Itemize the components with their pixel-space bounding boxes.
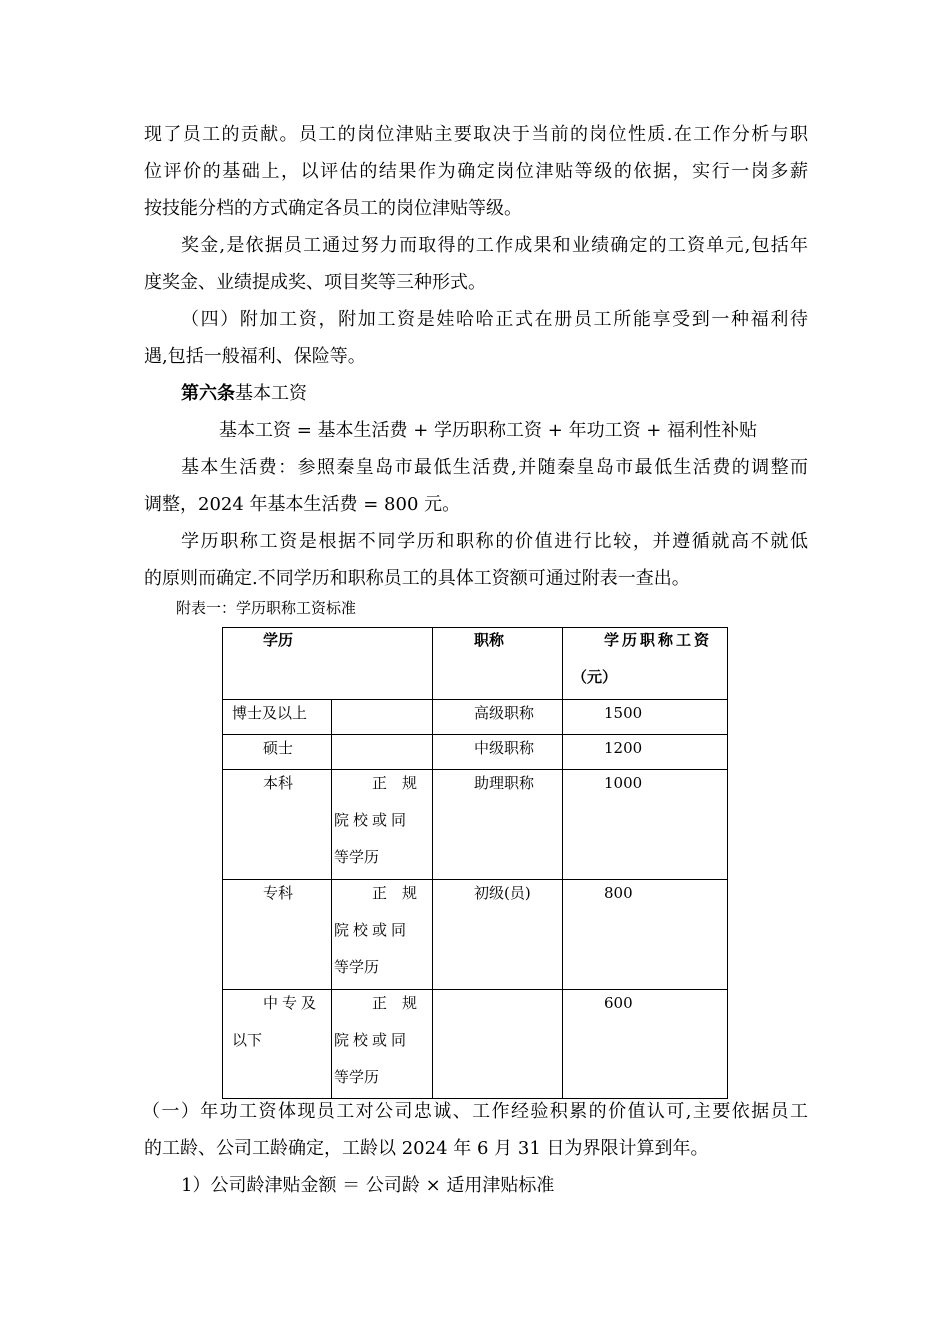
cell-title: 初级(员) [474,884,531,902]
body-text-line: （一）年功工资体现员工对公司忠诚、工作经验积累的价值认可,主要依据员工 [142,1101,808,1122]
header-wage-unit: （元） [572,668,618,686]
wage-formula: 基本工资 = 基本生活费 + 学历职称工资 + 年功工资 + 福利性补贴 [219,420,758,441]
cell-education: 本科 [263,774,294,792]
article-title: 基本工资 [235,383,307,404]
table-border [562,627,563,1099]
body-text-line: 学历职称工资是根据不同学历和职称的价值进行比较，并遵循就高不就低 [181,531,808,552]
cell-title: 中级职称 [474,739,535,757]
body-text-line: （四）附加工资，附加工资是娃哈哈正式在册员工所能享受到一种福利待 [181,309,808,330]
body-text-line: 度奖金、业绩提成奖、项目奖等三种形式。 [144,272,486,293]
cell-wage: 600 [604,994,633,1012]
cell-education: 硕士 [263,739,294,757]
table-border [222,627,223,1099]
cell-education: 中专及 [263,994,321,1012]
article-heading [181,383,845,405]
cell-title: 高级职称 [474,704,535,722]
body-text-line: 的原则而确定.不同学历和职称员工的具体工资额可通过附表一查出。 [144,568,690,589]
cell-note: 等学历 [334,1068,380,1086]
body-text-line: 奖金,是依据员工通过努力而取得的工作成果和业绩确定的工资单元,包括年 [181,235,808,256]
body-text-line: 调整，2024 年基本生活费 = 800 元。 [144,494,461,515]
body-text-line: 的工龄、公司工龄确定，工龄以 2024 年 6 月 31 日为界限计算到年。 [144,1138,709,1159]
body-text-line: 位评价的基础上，以评估的结果作为确定岗位津贴等级的依据，实行一岗多薪 [144,161,808,182]
header-wage: 学历职称工资 [604,631,713,649]
cell-title: 助理职称 [474,774,535,792]
header-title: 职称 [474,631,505,649]
cell-note: 等学历 [334,958,380,976]
body-text-line: 1）公司龄津贴金额 ＝ 公司龄 × 适用津贴标准 [181,1175,555,1196]
cell-education: 博士及以上 [232,704,308,722]
cell-note: 院校或同 [334,1031,411,1049]
cell-note: 院校或同 [334,921,411,939]
table-border [331,699,332,1099]
cell-note: 院校或同 [334,811,411,829]
body-text-line: 遇,包括一般福利、保险等。 [144,346,366,367]
cell-education: 专科 [263,884,294,902]
cell-note: 正 规 [372,774,418,792]
cell-wage: 1000 [604,774,643,792]
wage-standard-table [222,627,728,1099]
table-border [222,1098,728,1099]
cell-wage: 1500 [604,704,643,722]
header-education: 学历 [263,631,294,649]
body-text-line: 现了员工的贡献。员工的岗位津贴主要取决于当前的岗位性质.在工作分析与职 [144,124,808,145]
article-number: 第六条 [181,383,235,404]
cell-note: 正 规 [372,994,418,1012]
table-border [727,627,728,1099]
table-caption: 附表一：学历职称工资标准 [176,599,357,617]
body-text-line: 按技能分档的方式确定各员工的岗位津贴等级。 [144,198,522,219]
cell-note: 正 规 [372,884,418,902]
cell-note: 等学历 [334,848,380,866]
cell-education: 以下 [232,1031,263,1049]
cell-wage: 1200 [604,739,643,757]
table-border [432,627,433,1099]
cell-wage: 800 [604,884,633,902]
body-text-line: 基本生活费：参照秦皇岛市最低生活费,并随秦皇岛市最低生活费的调整而 [181,457,808,478]
